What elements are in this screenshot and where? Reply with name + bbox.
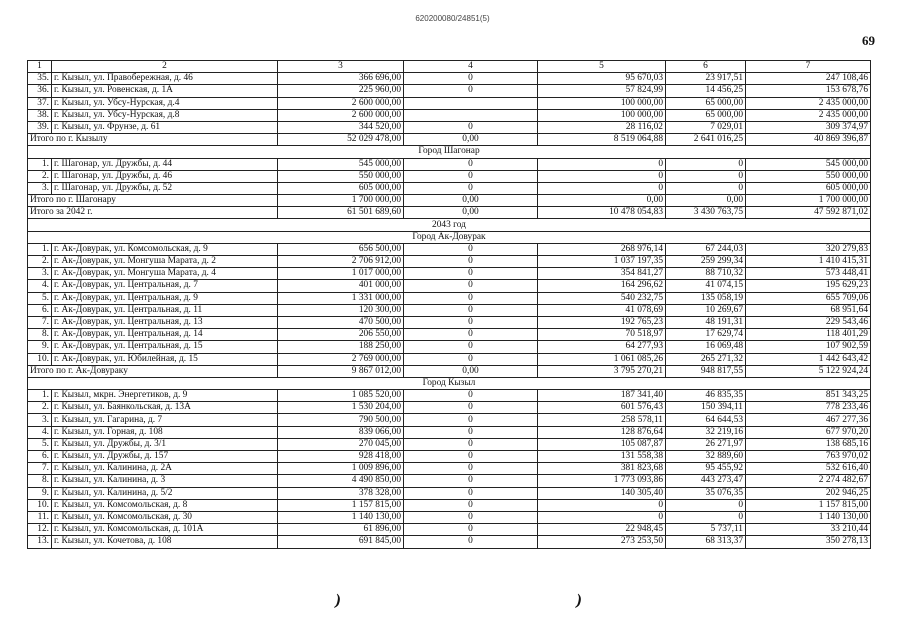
budget-table [27,60,871,549]
total-row [28,134,871,146]
value-cell: 26 271,97 [666,438,746,450]
row-number-cell: 37. [28,97,52,109]
value-cell: 0 [404,292,538,304]
row-number-cell: 8. [28,329,52,341]
value-cell: 65 000,00 [666,97,746,109]
value-cell: 48 191,31 [666,316,746,328]
value-cell: 0 [404,341,538,353]
value-cell: 839 066,00 [278,426,404,438]
value-cell: 601 576,43 [538,402,666,414]
value-cell: 1 773 093,86 [538,475,666,487]
value-cell: 265 271,32 [666,353,746,365]
table-row [28,121,871,133]
value-cell: 401 000,00 [278,280,404,292]
row-number-cell: 10. [28,353,52,365]
address-cell: г. Ак-Довурак, ул. Центральная, д. 11 [52,304,278,316]
table-row [28,402,871,414]
value-cell: 550 000,00 [278,170,404,182]
address-cell: г. Ак-Довурак, ул. Комсомольская, д. 9 [52,243,278,255]
header-cell: 3 [278,61,404,73]
row-number-cell: 9. [28,341,52,353]
value-cell: 229 543,46 [746,316,871,328]
value-cell: 16 069,48 [666,341,746,353]
address-cell: г. Кызыл, ул. Ровенская, д. 1А [52,85,278,97]
section-title: 2043 год [28,219,871,231]
table-row [28,341,871,353]
table-row [28,97,871,109]
value-cell: 2 706 912,00 [278,256,404,268]
table-row [28,524,871,536]
value-cell: 41 074,15 [666,280,746,292]
row-number-cell: 12. [28,524,52,536]
value-cell: 35 076,35 [666,487,746,499]
value-cell: 573 448,41 [746,268,871,280]
value-cell: 202 946,25 [746,487,871,499]
row-number-cell: 1. [28,390,52,402]
document-id: 620200080/24851(5) [415,14,490,23]
value-cell: 1 442 643,42 [746,353,871,365]
row-number-cell: 3. [28,182,52,194]
value-cell: 378 328,00 [278,487,404,499]
value-cell: 0 [404,426,538,438]
value-cell: 1 140 130,00 [278,511,404,523]
address-cell: г. Кызыл, ул. Калинина, д. 5/2 [52,487,278,499]
value-cell: 1 085 520,00 [278,390,404,402]
row-number-cell: 2. [28,402,52,414]
value-cell: 206 550,00 [278,329,404,341]
value-cell: 140 305,40 [538,487,666,499]
value-cell: 187 341,40 [538,390,666,402]
total-label: Итого по г. Кызылу [28,134,278,146]
table-row [28,158,871,170]
total-label: Итого по г. Шагонару [28,195,278,207]
address-cell: г. Кызыл, ул. Дружбы, д. 157 [52,451,278,463]
value-cell: 70 518,97 [538,329,666,341]
value-cell: 0 [666,158,746,170]
table-row [28,292,871,304]
value-cell: 2 274 482,67 [746,475,871,487]
value-cell: 2 769 000,00 [278,353,404,365]
address-cell: г. Ак-Довурак, ул. Центральная, д. 9 [52,292,278,304]
table-row [28,182,871,194]
value-cell: 118 401,29 [746,329,871,341]
value-cell: 0 [666,511,746,523]
value-cell: 677 970,20 [746,426,871,438]
header-cell: 4 [404,61,538,73]
value-cell: 65 000,00 [666,109,746,121]
value-cell: 0 [666,499,746,511]
section-title: Город Кызыл [28,377,871,389]
value-cell: 532 616,40 [746,463,871,475]
value-cell: 778 233,46 [746,402,871,414]
total-cell: 8 519 064,88 [538,134,666,146]
total-cell: 5 122 924,24 [746,365,871,377]
value-cell: 107 902,59 [746,341,871,353]
table-row [28,268,871,280]
address-cell: г. Кызыл, ул. Кочетова, д. 108 [52,536,278,548]
value-cell: 247 108,46 [746,73,871,85]
value-cell [404,97,538,109]
value-cell: 195 629,23 [746,280,871,292]
value-cell: 105 087,87 [538,438,666,450]
total-cell: 1 700 000,00 [746,195,871,207]
value-cell: 1 331 000,00 [278,292,404,304]
table-row [28,536,871,548]
table-row [28,426,871,438]
handwritten-mark: ) [333,591,343,610]
row-number-cell: 2. [28,256,52,268]
row-number-cell: 10. [28,499,52,511]
value-cell: 540 232,75 [538,292,666,304]
value-cell: 131 558,38 [538,451,666,463]
address-cell: г. Ак-Довурак, ул. Центральная, д. 15 [52,341,278,353]
row-number-cell: 38. [28,109,52,121]
address-cell: г. Ак-Довурак, ул. Центральная, д. 14 [52,329,278,341]
total-cell: 1 700 000,00 [278,195,404,207]
address-cell: г. Ак-Довурак, ул. Монгуша Марата, д. 4 [52,268,278,280]
value-cell: 1 017 000,00 [278,268,404,280]
value-cell: 135 058,19 [666,292,746,304]
address-cell: г. Шагонар, ул. Дружбы, д. 44 [52,158,278,170]
value-cell: 0 [404,414,538,426]
header-cell: 7 [746,61,871,73]
row-number-cell: 35. [28,73,52,85]
address-cell: г. Кызыл, ул. Дружбы, д. 3/1 [52,438,278,450]
address-cell: г. Кызыл, ул. Комсомольская, д. 30 [52,511,278,523]
value-cell: 5 737,11 [666,524,746,536]
value-cell: 605 000,00 [278,182,404,194]
value-cell: 7 029,01 [666,121,746,133]
table-row [28,451,871,463]
total-row [28,195,871,207]
page-number: 69 [862,33,875,48]
address-cell: г. Кызыл, ул. Гагарина, д. 7 [52,414,278,426]
value-cell: 0 [404,73,538,85]
value-cell: 2 435 000,00 [746,109,871,121]
value-cell: 470 500,00 [278,316,404,328]
value-cell: 270 045,00 [278,438,404,450]
address-cell: г. Кызыл, ул. Горная, д. 108 [52,426,278,438]
table-row [28,304,871,316]
row-number-cell: 39. [28,121,52,133]
value-cell: 0 [404,182,538,194]
total-cell: 2 641 016,25 [666,134,746,146]
value-cell: 88 710,32 [666,268,746,280]
value-cell: 2 435 000,00 [746,97,871,109]
address-cell: г. Кызыл, ул. Калинина, д. 2А [52,463,278,475]
address-cell: г. Кызыл, ул. Комсомольская, д. 101А [52,524,278,536]
total-label: Итого за 2042 г. [28,207,278,219]
value-cell: 273 253,50 [538,536,666,548]
table-row [28,499,871,511]
value-cell: 32 219,16 [666,426,746,438]
value-cell: 0 [404,170,538,182]
total-cell: 0,00 [404,365,538,377]
value-cell: 1 061 085,26 [538,353,666,365]
address-cell: г. Шагонар, ул. Дружбы, д. 46 [52,170,278,182]
value-cell: 128 876,64 [538,426,666,438]
value-cell: 138 685,16 [746,438,871,450]
value-cell: 0 [404,463,538,475]
section-title: Город Шагонар [28,146,871,158]
value-cell: 10 269,67 [666,304,746,316]
value-cell: 225 960,00 [278,85,404,97]
value-cell: 100 000,00 [538,109,666,121]
value-cell: 32 889,60 [666,451,746,463]
value-cell: 0 [538,499,666,511]
row-number-cell: 9. [28,487,52,499]
value-cell: 0 [538,170,666,182]
table-row [28,353,871,365]
value-cell: 57 824,99 [538,85,666,97]
value-cell: 95 455,92 [666,463,746,475]
section-row [28,219,871,231]
value-cell: 0 [404,536,538,548]
value-cell: 259 299,34 [666,256,746,268]
value-cell: 100 000,00 [538,97,666,109]
value-cell: 0 [404,329,538,341]
table-row [28,256,871,268]
total-cell: 0,00 [404,134,538,146]
header-cell: 5 [538,61,666,73]
value-cell: 46 835,35 [666,390,746,402]
handwritten-mark: ) [574,591,584,610]
total-cell: 9 867 012,00 [278,365,404,377]
total-cell: 3 430 763,75 [666,207,746,219]
total-cell: 61 501 689,60 [278,207,404,219]
value-cell: 22 948,45 [538,524,666,536]
value-cell: 0 [666,182,746,194]
value-cell: 268 976,14 [538,243,666,255]
value-cell: 0 [404,438,538,450]
row-number-cell: 4. [28,280,52,292]
address-cell: г. Ак-Довурак, ул. Юбилейная, д. 15 [52,353,278,365]
value-cell: 354 841,27 [538,268,666,280]
value-cell: 350 278,13 [746,536,871,548]
value-cell: 0 [404,390,538,402]
section-title: Город Ак-Довурак [28,231,871,243]
value-cell: 95 670,03 [538,73,666,85]
value-cell: 64 644,53 [666,414,746,426]
row-number-cell: 3. [28,414,52,426]
value-cell: 120 300,00 [278,304,404,316]
value-cell: 381 823,68 [538,463,666,475]
value-cell: 41 078,69 [538,304,666,316]
table-row [28,316,871,328]
address-cell: г. Шагонар, ул. Дружбы, д. 52 [52,182,278,194]
row-number-cell: 13. [28,536,52,548]
row-number-cell: 4. [28,426,52,438]
address-cell: г. Кызыл, мкрн. Энергетиков, д. 9 [52,390,278,402]
value-cell: 0 [538,182,666,194]
value-cell: 1 157 815,00 [746,499,871,511]
address-cell: г. Ак-Довурак, ул. Центральная, д. 13 [52,316,278,328]
value-cell: 4 490 850,00 [278,475,404,487]
row-number-cell: 2. [28,170,52,182]
value-cell: 0 [404,268,538,280]
value-cell: 61 896,00 [278,524,404,536]
value-cell: 192 765,23 [538,316,666,328]
value-cell: 2 600 000,00 [278,97,404,109]
address-cell: г. Кызыл, ул. Правобережная, д. 46 [52,73,278,85]
total-cell: 52 029 478,00 [278,134,404,146]
value-cell: 928 418,00 [278,451,404,463]
value-cell: 150 394,11 [666,402,746,414]
total-row [28,365,871,377]
value-cell: 0 [404,511,538,523]
value-cell: 0 [404,451,538,463]
value-cell: 14 456,25 [666,85,746,97]
table-row [28,390,871,402]
address-cell: г. Кызыл, ул. Баянкольская, д. 13А [52,402,278,414]
header-cell: 2 [52,61,278,73]
value-cell: 655 709,06 [746,292,871,304]
value-cell: 68 313,37 [666,536,746,548]
value-cell: 0 [404,487,538,499]
header-cell: 1 [28,61,52,73]
value-cell: 851 343,25 [746,390,871,402]
value-cell: 1 410 415,31 [746,256,871,268]
value-cell: 0 [404,158,538,170]
value-cell: 790 500,00 [278,414,404,426]
value-cell: 0 [404,121,538,133]
address-cell: г. Кызыл, ул. Комсомольская, д. 8 [52,499,278,511]
total-cell: 0,00 [404,195,538,207]
address-cell: г. Кызыл, ул. Убсу-Нурская, д.8 [52,109,278,121]
value-cell: 0 [404,316,538,328]
value-cell: 0 [404,280,538,292]
row-number-cell: 6. [28,304,52,316]
section-row [28,146,871,158]
value-cell: 0 [404,475,538,487]
table-row [28,85,871,97]
total-cell: 47 592 871,02 [746,207,871,219]
value-cell: 33 210,44 [746,524,871,536]
value-cell: 656 500,00 [278,243,404,255]
table-row [28,487,871,499]
address-cell: г. Кызыл, ул. Фрунзе, д. 61 [52,121,278,133]
value-cell: 0 [404,353,538,365]
section-row [28,231,871,243]
value-cell: 0 [404,85,538,97]
value-cell: 0 [404,243,538,255]
value-cell: 0 [404,499,538,511]
total-row [28,207,871,219]
total-cell: 10 478 054,83 [538,207,666,219]
address-cell: г. Кызыл, ул. Калинина, д. 3 [52,475,278,487]
table-row [28,109,871,121]
value-cell: 68 951,64 [746,304,871,316]
address-cell: г. Ак-Довурак, ул. Центральная, д. 7 [52,280,278,292]
value-cell: 0 [404,524,538,536]
table-row [28,475,871,487]
total-cell: 948 817,55 [666,365,746,377]
value-cell: 605 000,00 [746,182,871,194]
value-cell: 320 279,83 [746,243,871,255]
total-cell: 0,00 [666,195,746,207]
value-cell: 467 277,36 [746,414,871,426]
row-number-cell: 5. [28,292,52,304]
row-number-cell: 6. [28,451,52,463]
value-cell: 0 [404,402,538,414]
value-cell: 188 250,00 [278,341,404,353]
table-row [28,463,871,475]
value-cell: 17 629,74 [666,329,746,341]
value-cell: 309 374,97 [746,121,871,133]
table-row [28,329,871,341]
value-cell [404,109,538,121]
header-row [28,61,871,73]
row-number-cell: 11. [28,511,52,523]
value-cell: 0 [538,158,666,170]
table-row [28,438,871,450]
value-cell: 23 917,51 [666,73,746,85]
value-cell: 691 845,00 [278,536,404,548]
value-cell: 545 000,00 [746,158,871,170]
value-cell: 153 678,76 [746,85,871,97]
value-cell: 0 [538,511,666,523]
total-cell: 0,00 [404,207,538,219]
total-cell: 3 795 270,21 [538,365,666,377]
row-number-cell: 1. [28,243,52,255]
value-cell: 64 277,93 [538,341,666,353]
value-cell: 0 [666,170,746,182]
table-body [28,61,871,549]
table-row [28,280,871,292]
value-cell: 0 [404,304,538,316]
row-number-cell: 8. [28,475,52,487]
value-cell: 443 273,47 [666,475,746,487]
value-cell: 763 970,02 [746,451,871,463]
value-cell: 1 157 815,00 [278,499,404,511]
total-label: Итого по г. Ак-Довураку [28,365,278,377]
value-cell: 0 [404,256,538,268]
value-cell: 258 578,11 [538,414,666,426]
value-cell: 2 600 000,00 [278,109,404,121]
table-row [28,73,871,85]
table-row [28,511,871,523]
value-cell: 28 116,02 [538,121,666,133]
address-cell: г. Ак-Довурак, ул. Монгуша Марата, д. 2 [52,256,278,268]
table-row [28,170,871,182]
row-number-cell: 1. [28,158,52,170]
value-cell: 164 296,62 [538,280,666,292]
total-cell: 0,00 [538,195,666,207]
total-cell: 40 869 396,87 [746,134,871,146]
value-cell: 67 244,03 [666,243,746,255]
value-cell: 366 696,00 [278,73,404,85]
section-row [28,377,871,389]
value-cell: 545 000,00 [278,158,404,170]
value-cell: 1 037 197,35 [538,256,666,268]
value-cell: 344 520,00 [278,121,404,133]
value-cell: 1 140 130,00 [746,511,871,523]
table-row [28,414,871,426]
header-cell: 6 [666,61,746,73]
row-number-cell: 3. [28,268,52,280]
address-cell: г. Кызыл, ул. Убсу-Нурская, д.4 [52,97,278,109]
row-number-cell: 36. [28,85,52,97]
table-row [28,243,871,255]
value-cell: 550 000,00 [746,170,871,182]
row-number-cell: 7. [28,463,52,475]
value-cell: 1 009 896,00 [278,463,404,475]
value-cell: 1 530 204,00 [278,402,404,414]
row-number-cell: 5. [28,438,52,450]
row-number-cell: 7. [28,316,52,328]
